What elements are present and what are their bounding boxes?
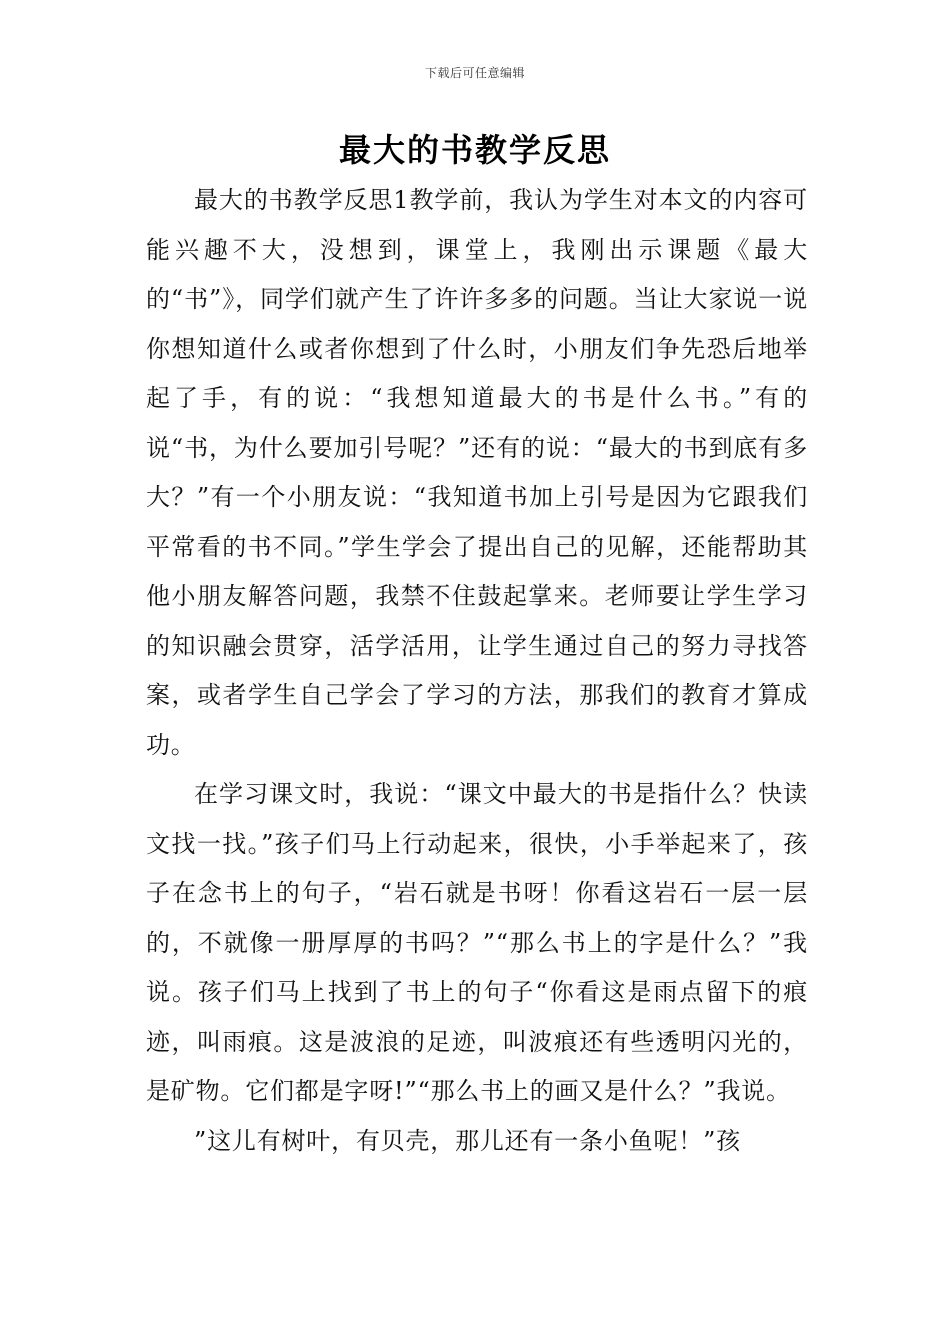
- paragraph-3: ”这儿有树叶，有贝壳，那儿还有一条小鱼呢！”孩: [194, 1126, 741, 1155]
- document-body: [146, 176, 808, 1166]
- paragraph-1: 最大的书教学反思1教学前，我认为学生对本文的内容可能兴趣不大，没想到，课堂上，我刚出示课题《最大的“书”》，同学们就产生了许许多多的问题。当让大家说一说你想知道什么或者你想到了什么时，小朋友们争先恐后地举起了手，有的说：“我想知道最大的书是什么书。”有的说“书，为什么要加引号呢？”还有的说：“最大的书到底有多大？”有一个小朋友说：“我知道书加上引号是因为它跟我们平常看的书不同。”学生学会了提出自己的见解，还能帮助其他小朋友解答问题，我禁不住鼓起掌来。老师要让学生学习的知识融会贯穿，活学活用，让学生通过自己的努力寻找答案，或者学生自己学会了学习的方法，那我们的教育才算成功。: [146, 186, 808, 759]
- document-title: 最大的书教学反思: [338, 131, 611, 169]
- header-note: 下载后可任意编辑: [424, 66, 525, 80]
- paragraph-2: 在学习课文时，我说：“课文中最大的书是指什么？快读文找一找。”孩子们马上行动起来，很快，小手举起来了，孩子在念书上的句子，“岩石就是书呀！你看这岩石一层一层的，不就像一册厚厚的书吗？”“那么书上的字是什么？”我说。孩子们马上找到了书上的句子“你看这是雨点留下的痕迹，叫雨痕。这是波浪的足迹，叫波痕还有些透明闪光的，是矿物。它们都是字呀!”“那么书上的画又是什么？”我说。: [146, 780, 808, 1105]
